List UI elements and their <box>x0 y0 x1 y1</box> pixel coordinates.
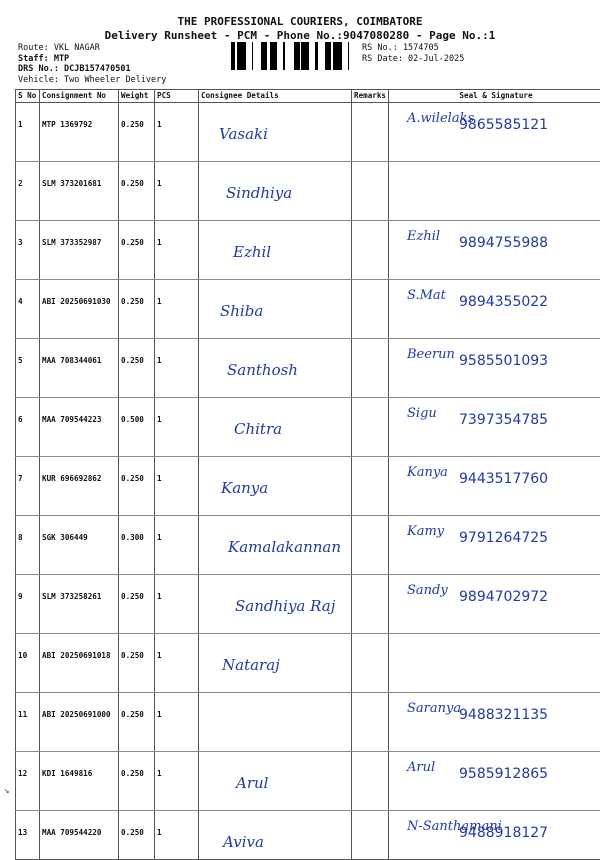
barcode-bar <box>306 42 307 70</box>
row-weight: 0.500 <box>119 398 155 457</box>
document-title <box>0 15 600 43</box>
handwritten-phone: 9488321135 <box>459 707 548 723</box>
barcode-bar <box>307 42 309 70</box>
barcode-bar <box>283 42 285 70</box>
table-row <box>16 516 600 575</box>
row-weight: 0.250 <box>119 811 155 860</box>
col-remarks: Remarks <box>352 90 389 103</box>
row-consignment-no: MAA 709544223 <box>40 398 119 457</box>
row-consignment-no: SLM 373352987 <box>40 221 119 280</box>
row-consignment-no: MAA 709544220 <box>40 811 119 860</box>
table-row <box>16 457 600 516</box>
row-pcs: 1 <box>155 516 199 575</box>
handwritten-phone: 9865585121 <box>459 117 548 133</box>
row-remarks <box>352 162 389 221</box>
runsheet-subtitle: Delivery Runsheet - PCM - Phone No.:9047080280 - Page No.:1 <box>0 29 600 43</box>
handwritten-phone: 9443517760 <box>459 471 548 487</box>
barcode-bar <box>231 42 234 70</box>
row-weight: 0.250 <box>119 162 155 221</box>
route-label: Route: VKL NAGAR <box>18 43 166 54</box>
row-seal-signature <box>389 457 600 516</box>
col-sno: S No <box>16 90 40 103</box>
row-seal-signature <box>389 575 600 634</box>
row-pcs: 1 <box>155 575 199 634</box>
table-row <box>16 103 600 162</box>
row-consignment-no: KUR 696692862 <box>40 457 119 516</box>
handwritten-consignee-name: Kamalakannan <box>228 538 341 556</box>
row-weight: 0.250 <box>119 339 155 398</box>
row-pcs: 1 <box>155 339 199 398</box>
row-seal-signature <box>389 398 600 457</box>
handwritten-signature: Sandy <box>407 583 448 598</box>
col-consignee: Consignee Details <box>199 90 352 103</box>
handwritten-phone: 9585912865 <box>459 766 548 782</box>
handwritten-phone: 9585501093 <box>459 353 548 369</box>
row-consignment-no: KDI 1649816 <box>40 752 119 811</box>
barcode-bar <box>301 42 303 70</box>
handwritten-consignee-name: Shiba <box>220 302 263 320</box>
handwritten-consignee-name: Chitra <box>234 420 282 438</box>
handwritten-consignee-name: Vasaki <box>219 125 268 143</box>
barcode-bar <box>337 42 339 70</box>
row-sno: 3 <box>16 221 40 280</box>
handwritten-consignee-name: Arul <box>236 774 268 792</box>
row-weight: 0.250 <box>119 103 155 162</box>
row-consignment-no: ABI 20250691018 <box>40 634 119 693</box>
row-remarks <box>352 575 389 634</box>
col-pcs: PCS <box>155 90 199 103</box>
header-left-info <box>18 43 166 85</box>
row-weight: 0.250 <box>119 280 155 339</box>
handwritten-signature: Kanya <box>407 465 448 480</box>
row-consignment-no: ABI 20250691030 <box>40 280 119 339</box>
barcode-bar <box>336 42 337 70</box>
row-seal-signature <box>389 339 600 398</box>
row-pcs: 1 <box>155 162 199 221</box>
row-consignee-details <box>199 811 352 860</box>
handwritten-consignee-name: Sandhiya Raj <box>235 597 335 615</box>
row-pcs: 1 <box>155 398 199 457</box>
row-seal-signature <box>389 811 600 860</box>
barcode-bar <box>237 42 240 70</box>
col-weight: Weight <box>119 90 155 103</box>
staff-label: Staff: MTP <box>18 54 166 65</box>
row-seal-signature <box>389 221 600 280</box>
handwritten-signature: S.Mat <box>407 288 446 303</box>
row-remarks <box>352 752 389 811</box>
barcode-bar <box>295 42 297 70</box>
rs-date: RS Date: 02-Jul-2025 <box>362 54 464 65</box>
barcode-bar <box>276 42 277 70</box>
barcode-bar <box>270 42 271 70</box>
col-seal: Seal & Signature <box>389 90 600 103</box>
row-sno: 6 <box>16 398 40 457</box>
handwritten-phone: 9894355022 <box>459 294 548 310</box>
row-sno: 7 <box>16 457 40 516</box>
row-remarks <box>352 221 389 280</box>
row-sno: 8 <box>16 516 40 575</box>
row-consignee-details <box>199 693 352 752</box>
barcode-bar <box>333 42 336 70</box>
handwritten-phone: 9894702972 <box>459 589 548 605</box>
row-consignment-no: ABI 20250691000 <box>40 693 119 752</box>
row-seal-signature <box>389 516 600 575</box>
row-weight: 0.250 <box>119 221 155 280</box>
handwritten-consignee-name: Sindhiya <box>226 184 292 202</box>
barcode-bar <box>243 42 246 70</box>
handwritten-consignee-name: Kanya <box>221 479 268 497</box>
handwritten-signature: Kamy <box>407 524 444 539</box>
row-sno: 10 <box>16 634 40 693</box>
table-header-row <box>16 90 600 103</box>
row-remarks <box>352 103 389 162</box>
barcode-bar <box>303 42 306 70</box>
handwritten-consignee-name: Santhosh <box>227 361 298 379</box>
row-consignee-details <box>199 516 352 575</box>
header-right-info <box>362 43 464 64</box>
row-sno: 13 <box>16 811 40 860</box>
barcode-bar <box>294 42 295 70</box>
barcode-bar <box>327 42 330 70</box>
table-row <box>16 693 600 752</box>
table-row <box>16 398 600 457</box>
barcode-bar <box>273 42 276 70</box>
row-remarks <box>352 693 389 752</box>
handwritten-signature: Saranya <box>407 701 461 716</box>
table-row <box>16 280 600 339</box>
col-consignment: Consignment No <box>40 90 119 103</box>
row-remarks <box>352 280 389 339</box>
row-seal-signature <box>389 693 600 752</box>
table-row <box>16 162 600 221</box>
row-weight: 0.250 <box>119 693 155 752</box>
table-row <box>16 634 600 693</box>
row-sno: 5 <box>16 339 40 398</box>
barcode-bar <box>241 42 243 70</box>
row-pcs: 1 <box>155 280 199 339</box>
barcode-bar <box>265 42 267 70</box>
row-remarks <box>352 516 389 575</box>
handwritten-signature: Arul <box>407 760 435 775</box>
row-consignment-no: SLM 373201681 <box>40 162 119 221</box>
row-consignee-details <box>199 752 352 811</box>
handwritten-phone: 9894755988 <box>459 235 548 251</box>
handwritten-consignee-name: Nataraj <box>222 656 280 674</box>
row-pcs: 1 <box>155 457 199 516</box>
row-pcs: 1 <box>155 752 199 811</box>
handwritten-phone: 9488918127 <box>459 825 548 841</box>
row-weight: 0.250 <box>119 634 155 693</box>
row-seal-signature <box>389 103 600 162</box>
barcode-bar <box>271 42 273 70</box>
row-remarks <box>352 339 389 398</box>
barcode-bar <box>297 42 300 70</box>
barcode-bar <box>325 42 327 70</box>
runsheet-table <box>15 89 600 860</box>
row-sno: 2 <box>16 162 40 221</box>
barcode-bar <box>264 42 265 70</box>
handwritten-signature: Beerun <box>407 347 455 362</box>
barcode-bar <box>348 42 349 70</box>
barcode-bar <box>315 42 318 70</box>
row-sno: 11 <box>16 693 40 752</box>
row-weight: 0.250 <box>119 752 155 811</box>
barcode-bar <box>330 42 331 70</box>
row-weight: 0.250 <box>119 575 155 634</box>
row-sno: 9 <box>16 575 40 634</box>
row-pcs: 1 <box>155 221 199 280</box>
barcode-bar <box>240 42 241 70</box>
row-consignee-details <box>199 103 352 162</box>
handwritten-phone: 9791264725 <box>459 530 548 546</box>
row-pcs: 1 <box>155 103 199 162</box>
handwritten-signature: A.wilelaks <box>407 111 474 126</box>
row-sno: 4 <box>16 280 40 339</box>
table-row <box>16 339 600 398</box>
handwritten-consignee-name: Ezhil <box>233 243 271 261</box>
row-consignee-details <box>199 634 352 693</box>
row-pcs: 1 <box>155 693 199 752</box>
barcode-bar <box>252 42 253 70</box>
barcode-image <box>230 42 356 70</box>
row-remarks <box>352 398 389 457</box>
barcode-bar <box>234 42 235 70</box>
row-pcs: 1 <box>155 634 199 693</box>
row-consignee-details <box>199 162 352 221</box>
row-consignment-no: MAA 708344061 <box>40 339 119 398</box>
handwritten-consignee-name: Aviva <box>223 833 264 851</box>
handwritten-signature: Ezhil <box>407 229 440 244</box>
row-sno: 12 <box>16 752 40 811</box>
table-row <box>16 752 600 811</box>
drs-label: DRS No.: DCJB157470501 <box>18 64 166 75</box>
barcode-bar <box>339 42 342 70</box>
row-consignee-details <box>199 575 352 634</box>
row-seal-signature <box>389 162 600 221</box>
row-consignee-details <box>199 221 352 280</box>
table-row <box>16 811 600 860</box>
vehicle-label: Vehicle: Two Wheeler Delivery <box>18 75 166 86</box>
row-consignment-no: SGK 306449 <box>40 516 119 575</box>
row-weight: 0.250 <box>119 457 155 516</box>
row-weight: 0.300 <box>119 516 155 575</box>
row-remarks <box>352 634 389 693</box>
handwritten-signature: Sigu <box>407 406 437 421</box>
row-consignee-details <box>199 280 352 339</box>
row-pcs: 1 <box>155 811 199 860</box>
rs-number: RS No.: 1574705 <box>362 43 464 54</box>
row-remarks <box>352 811 389 860</box>
row-sno: 1 <box>16 103 40 162</box>
handwritten-signature: N-Santhamani <box>407 819 502 834</box>
handwritten-phone: 7397354785 <box>459 412 548 428</box>
table-row <box>16 575 600 634</box>
company-name: THE PROFESSIONAL COURIERS, COIMBATORE <box>0 15 600 29</box>
row-consignee-details <box>199 398 352 457</box>
row-seal-signature <box>389 634 600 693</box>
row-remarks <box>352 457 389 516</box>
row-seal-signature <box>389 280 600 339</box>
row-consignment-no: MTP 1369792 <box>40 103 119 162</box>
row-consignee-details <box>199 457 352 516</box>
row-consignment-no: SLM 373258261 <box>40 575 119 634</box>
corner-mark: ↘ <box>4 786 9 796</box>
table-row <box>16 221 600 280</box>
barcode-bar <box>261 42 264 70</box>
row-seal-signature <box>389 752 600 811</box>
row-consignee-details <box>199 339 352 398</box>
